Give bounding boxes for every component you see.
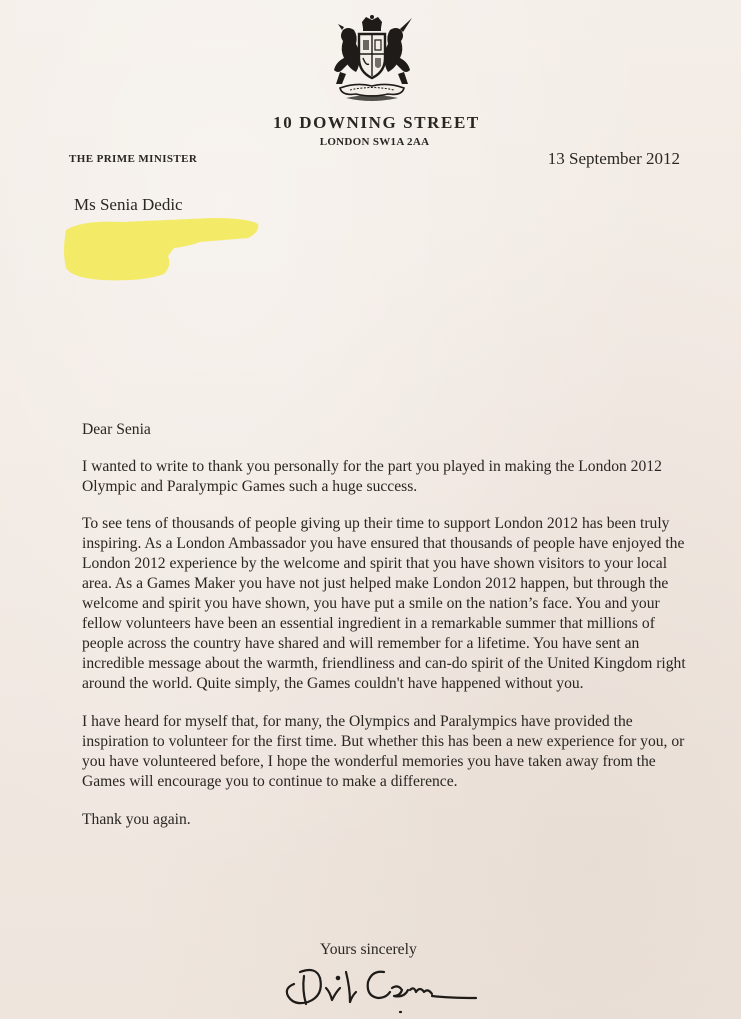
closing-line: Thank you again. (82, 811, 191, 828)
handwritten-signature (280, 962, 480, 1016)
letterhead-street: 10 DOWNING STREET (273, 113, 480, 132)
letter-body (82, 420, 692, 830)
letterhead-city: LONDON SW1A 2AA (319, 136, 430, 148)
salutation: Dear Senia (82, 421, 151, 438)
paragraph: I wanted to write to thank you personally for the part you played in making the London 2012 Olympic and Paralympic Games such a huge success. (82, 458, 662, 495)
sender-title: THE PRIME MINISTER (69, 153, 198, 165)
paragraph: To see tens of thousands of people giving up their time to support London 2012 has been truly inspiring. As a London Ambassador you have ensured that thousands of people have enjoyed the London 2012 experience by the welcome and spirit that you have shown visitors to your local area. As a Games Maker you have not just helped make London 2012 happen, but through the welcome and spirit you have shown, you have put a smile on the nation’s face. You and your fellow volunteers have been an essential ingredient in a remarkable summer that millions of people across the country have shared and will remember for a lifetime. You have sent an incredible message about the warmth, friendliness and can-do spirit of the United Kingdom right around the world. Quite simply, the Games couldn't have happened without you. (82, 515, 686, 692)
valediction: Yours sincerely (320, 941, 417, 958)
letter-date: 13 September 2012 (547, 149, 680, 168)
address-redaction (62, 212, 262, 284)
royal-coat-of-arms-icon (326, 14, 418, 104)
paragraph: I have heard for myself that, for many, the Olympics and Paralympics have provided the inspiration to volunteer for the first time. But whether this has been a new experience for you, or you have volunteered before, I hope the wonderful memories you have taken away from the Games will encourage you to continue to make a difference. (82, 713, 685, 790)
recipient-name: Ms Senia Dedic (74, 195, 183, 214)
